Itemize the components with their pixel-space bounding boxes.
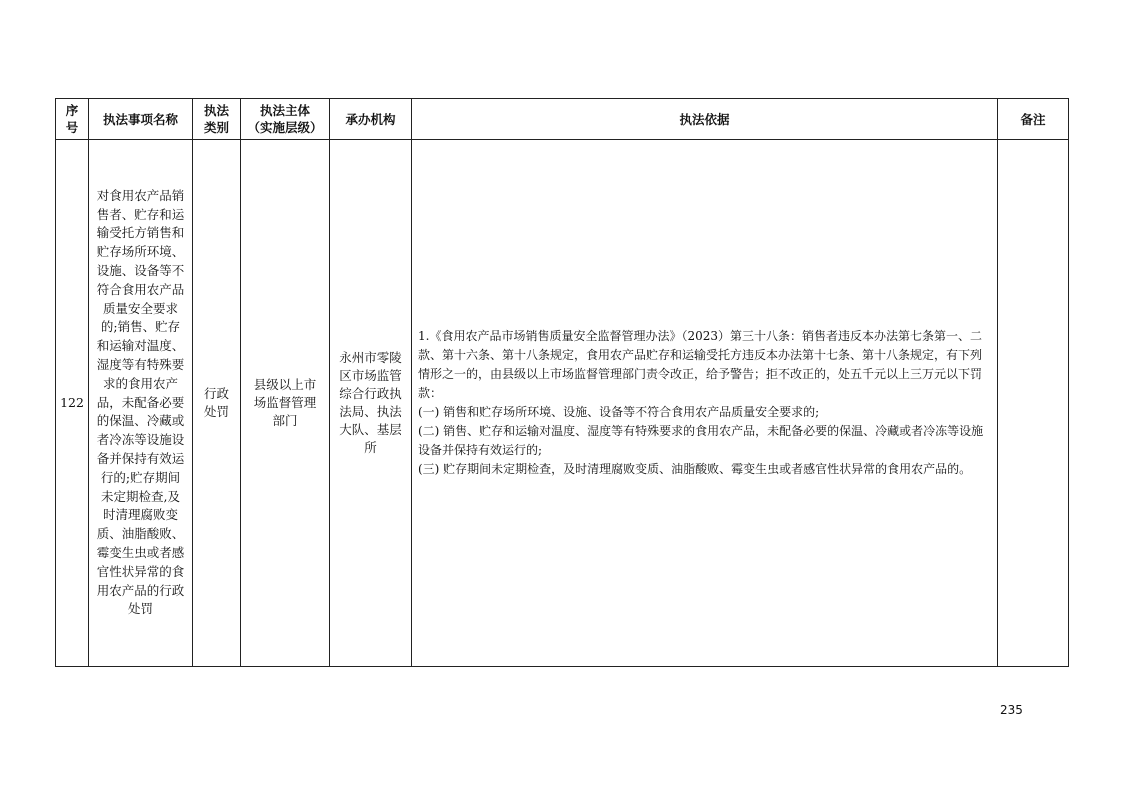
header-subject-line1: 执法主体 — [259, 103, 310, 118]
header-organization: 承办机构 — [330, 99, 412, 140]
header-subject — [241, 99, 330, 140]
header-row — [56, 99, 1069, 140]
enforcement-table — [55, 98, 1069, 667]
cell-basis — [412, 140, 998, 667]
cell-remarks — [998, 140, 1069, 667]
page-number: 235 — [1000, 703, 1023, 717]
basis-line-4: (三) 贮存期间未定期检查，及时清理腐败变质、油脂酸败、霉变生虫或者感官性状异常的食用农产品的。 — [418, 462, 972, 476]
cell-category: 行政处罚 — [193, 140, 241, 667]
table-row — [56, 140, 1069, 667]
header-basis: 执法依据 — [412, 99, 998, 140]
cell-item-name: 对食用农产品销售者、贮存和运输受托方销售和贮存场所环境、设施、设备等不符合食用农产品质量安全要求的;销售、贮存和运输对温度、湿度等有特殊要求的食用农产品，未配备必要的保温、冷藏或者冷冻等设施设备并保持有效运行的;贮存期间未定期检查,及时清理腐败变质、油脂酸败、霉变生虫或者感官性状异常的食用农产品的行政处罚 — [89, 140, 193, 667]
cell-seq: 122 — [56, 140, 89, 667]
cell-subject: 县级以上市场监督管理部门 — [241, 140, 330, 667]
header-subject-line2: （实施层级） — [247, 120, 323, 135]
header-seq: 序号 — [56, 99, 89, 140]
cell-organization: 永州市零陵区市场监管综合行政执法局、执法大队、基层所 — [330, 140, 412, 667]
basis-line-3: (二) 销售、贮存和运输对温度、湿度等有特殊要求的食用农产品，未配备必要的保温、冷藏或者冷冻等设施设备并保持有效运行的; — [418, 424, 984, 457]
header-remarks: 备注 — [998, 99, 1069, 140]
basis-line-2: (一) 销售和贮存场所环境、设施、设备等不符合食用农产品质量安全要求的; — [418, 405, 820, 419]
basis-line-1: 1.《食用农产品市场销售质量安全监督管理办法》（2023）第三十八条：销售者违反本办法第七条第一、二款、第十六条、第十八条规定，食用农产品贮存和运输受托方违反本办法第十七条、第十八条规定，有下列情形之一的，由县级以上市场监督管理部门责令改正，给予警告；拒不改正的，处五千元以上三万元以下罚款： — [418, 329, 983, 400]
header-category: 执法类别 — [193, 99, 241, 140]
header-item-name: 执法事项名称 — [89, 99, 193, 140]
